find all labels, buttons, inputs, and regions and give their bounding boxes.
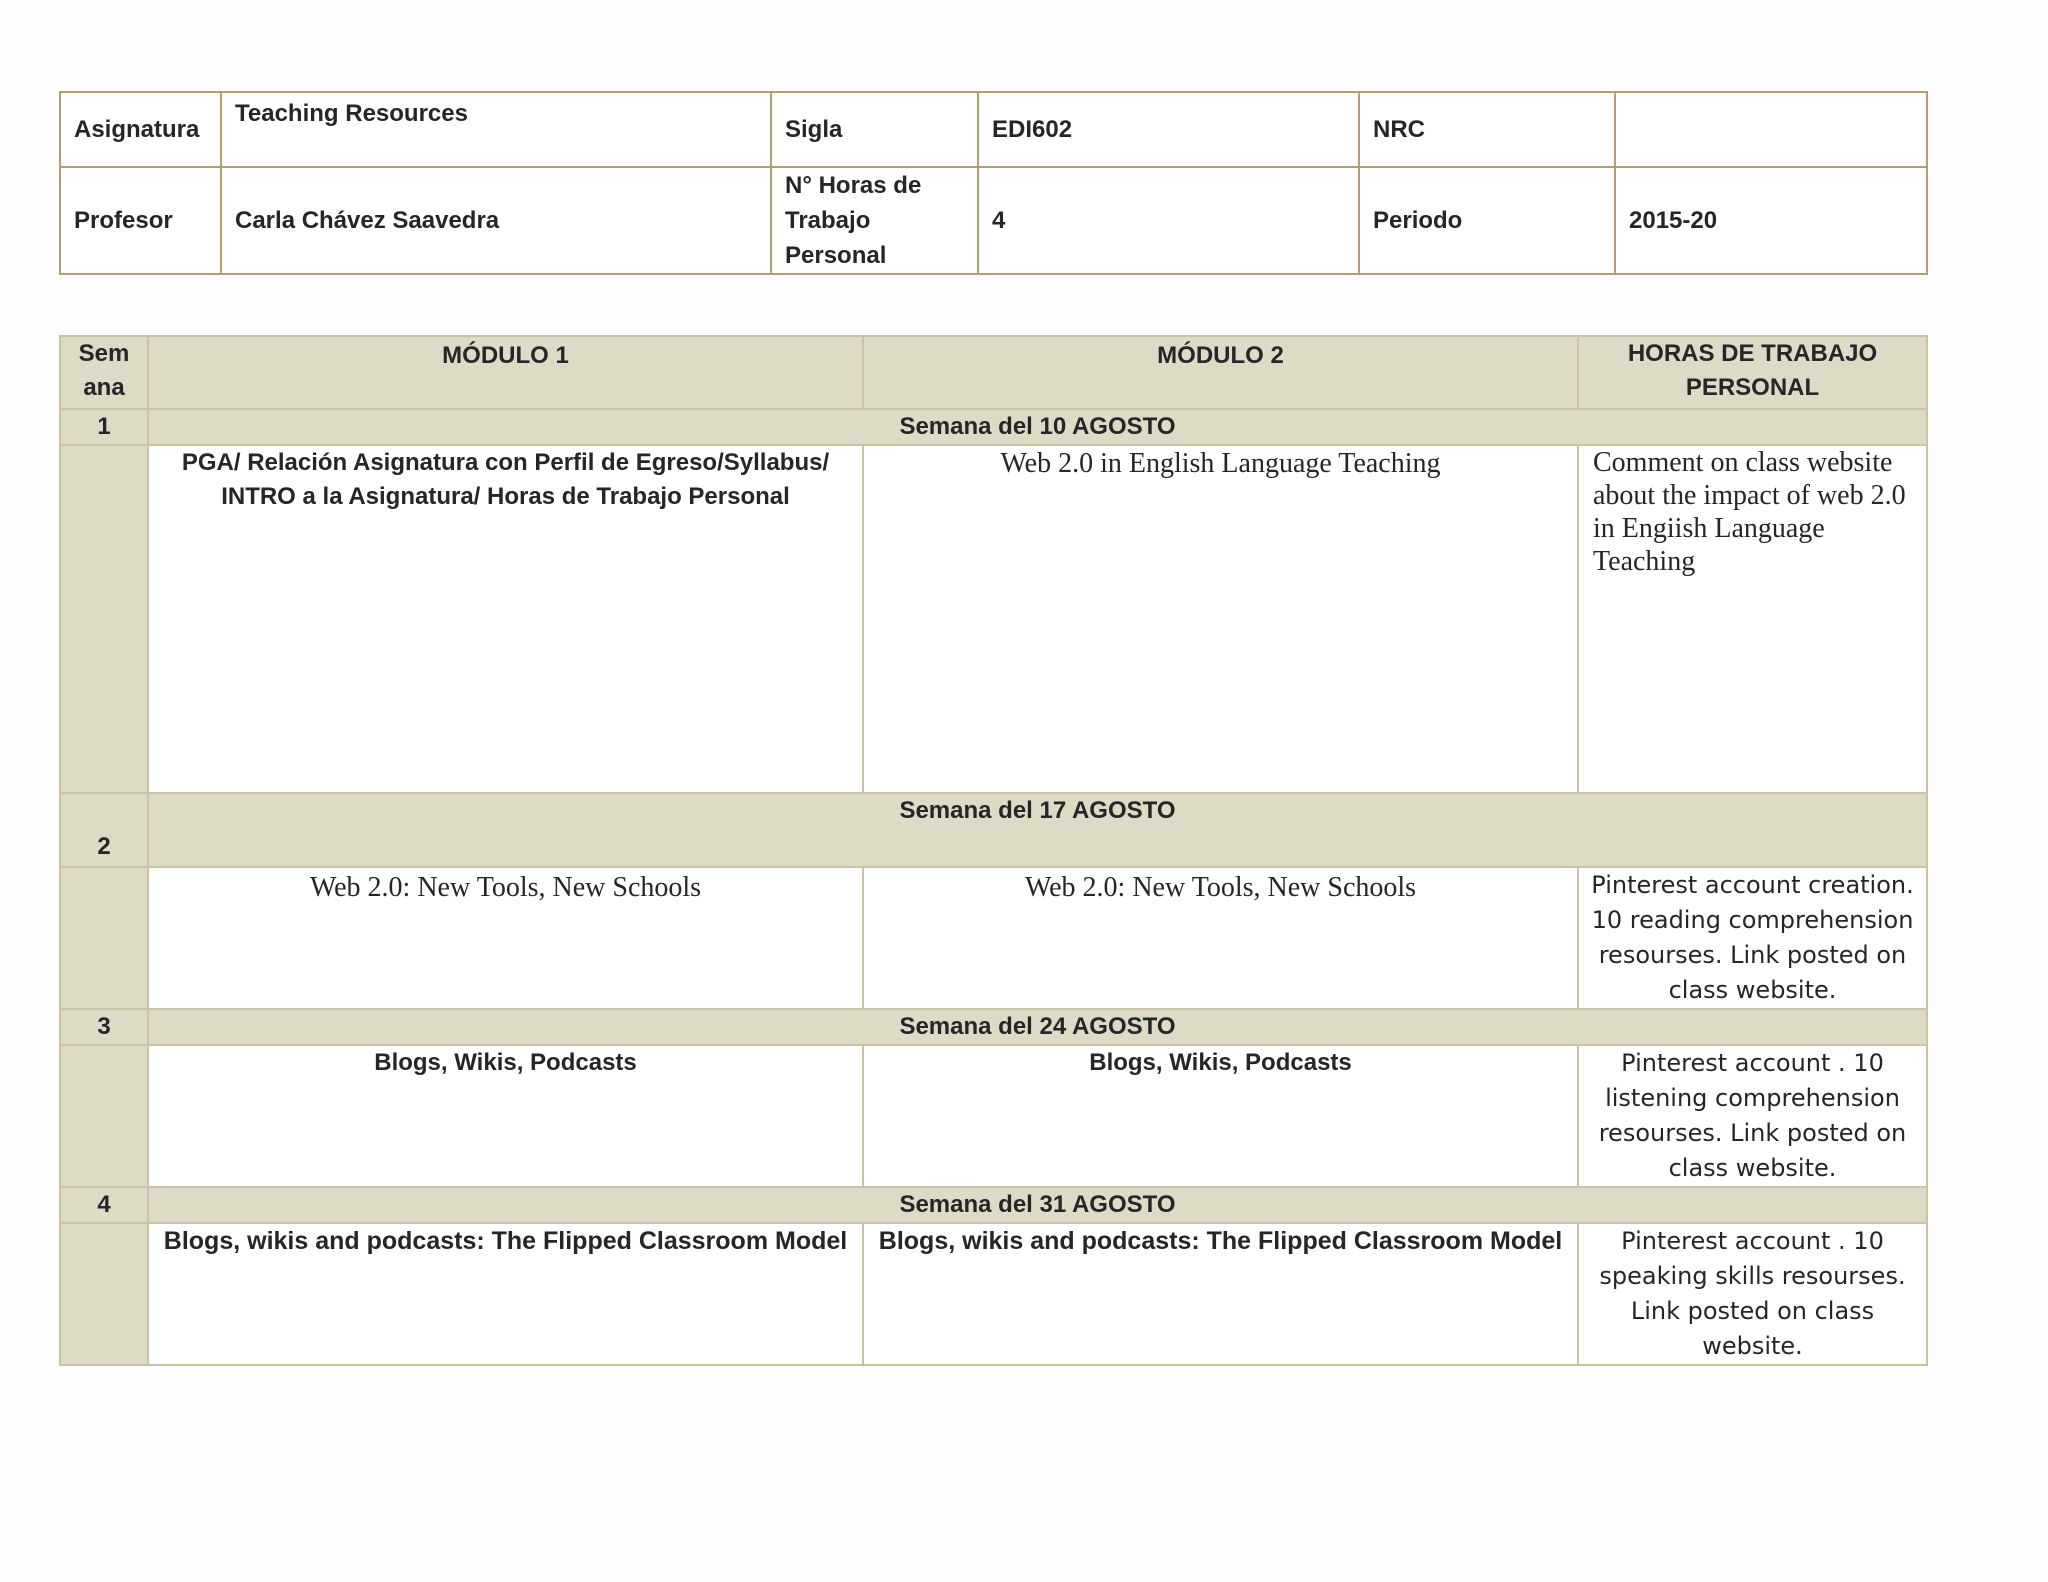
asignatura-value: Teaching Resources [221, 92, 771, 167]
content-row-1 [60, 445, 1927, 793]
header-modulo-2: MÓDULO 2 [863, 336, 1578, 409]
week-spacer [60, 445, 148, 793]
content-row-3 [60, 1045, 1927, 1187]
modulo-2-cell: Web 2.0 in English Language Teaching [863, 445, 1578, 793]
horas-cell: Pinterest account . 10 speaking skills resourses. Link posted on class website. [1578, 1223, 1927, 1365]
modulo-1-cell: Web 2.0: New Tools, New Schools [148, 867, 863, 1009]
horas-cell: Pinterest account creation. 10 reading comprehension resourses. Link posted on class website. [1578, 867, 1927, 1009]
modulo-2-cell: Web 2.0: New Tools, New Schools [863, 867, 1578, 1009]
sigla-label: Sigla [771, 92, 978, 167]
horas-label: N° Horas de Trabajo Personal [771, 167, 978, 274]
week-spacer [60, 867, 148, 1009]
asignatura-label: Asignatura [60, 92, 221, 167]
schedule-table [59, 335, 1928, 1366]
week-number: 3 [60, 1009, 148, 1045]
modulo-1-cell: Blogs, Wikis, Podcasts [148, 1045, 863, 1187]
header-semana: Sem ana [60, 336, 148, 409]
week-title: Semana del 17 AGOSTO [148, 793, 1927, 867]
modulo-1-cell: PGA/ Relación Asignatura con Perfil de Egreso/Syllabus/ INTRO a la Asignatura/ Horas de Trabajo Personal [148, 445, 863, 793]
nrc-value [1615, 92, 1927, 167]
week-title: Semana del 24 AGOSTO [148, 1009, 1927, 1045]
horas-cell: Comment on class website about the impact of web 2.0 in Engiish Language Teaching [1578, 445, 1927, 793]
week-number: 4 [60, 1187, 148, 1223]
content-row-2 [60, 867, 1927, 1009]
horas-cell: Pinterest account . 10 listening comprehension resourses. Link posted on class website. [1578, 1045, 1927, 1187]
week-title: Semana del 10 AGOSTO [148, 409, 1927, 445]
week-row-4 [60, 1187, 1927, 1223]
sigla-value: EDI602 [978, 92, 1359, 167]
week-title: Semana del 31 AGOSTO [148, 1187, 1927, 1223]
content-row-4 [60, 1223, 1927, 1365]
week-number: 2 [60, 793, 148, 867]
week-row-3 [60, 1009, 1927, 1045]
week-spacer [60, 1223, 148, 1365]
schedule-header-row [60, 336, 1927, 409]
horas-value: 4 [978, 167, 1359, 274]
info-row-1 [60, 92, 1927, 167]
header-horas: HORAS DE TRABAJO PERSONAL [1578, 336, 1927, 409]
periodo-value: 2015-20 [1615, 167, 1927, 274]
week-spacer [60, 1045, 148, 1187]
nrc-label: NRC [1359, 92, 1615, 167]
profesor-label: Profesor [60, 167, 221, 274]
periodo-label: Periodo [1359, 167, 1615, 274]
course-info-table [59, 91, 1928, 275]
week-row-1 [60, 409, 1927, 445]
modulo-2-cell: Blogs, Wikis, Podcasts [863, 1045, 1578, 1187]
week-number: 1 [60, 409, 148, 445]
modulo-1-cell: Blogs, wikis and podcasts: The Flipped Classroom Model [148, 1223, 863, 1365]
header-modulo-1: MÓDULO 1 [148, 336, 863, 409]
info-row-2 [60, 167, 1927, 274]
week-row-2 [60, 793, 1927, 867]
modulo-2-cell: Blogs, wikis and podcasts: The Flipped Classroom Model [863, 1223, 1578, 1365]
profesor-value: Carla Chávez Saavedra [221, 167, 771, 274]
